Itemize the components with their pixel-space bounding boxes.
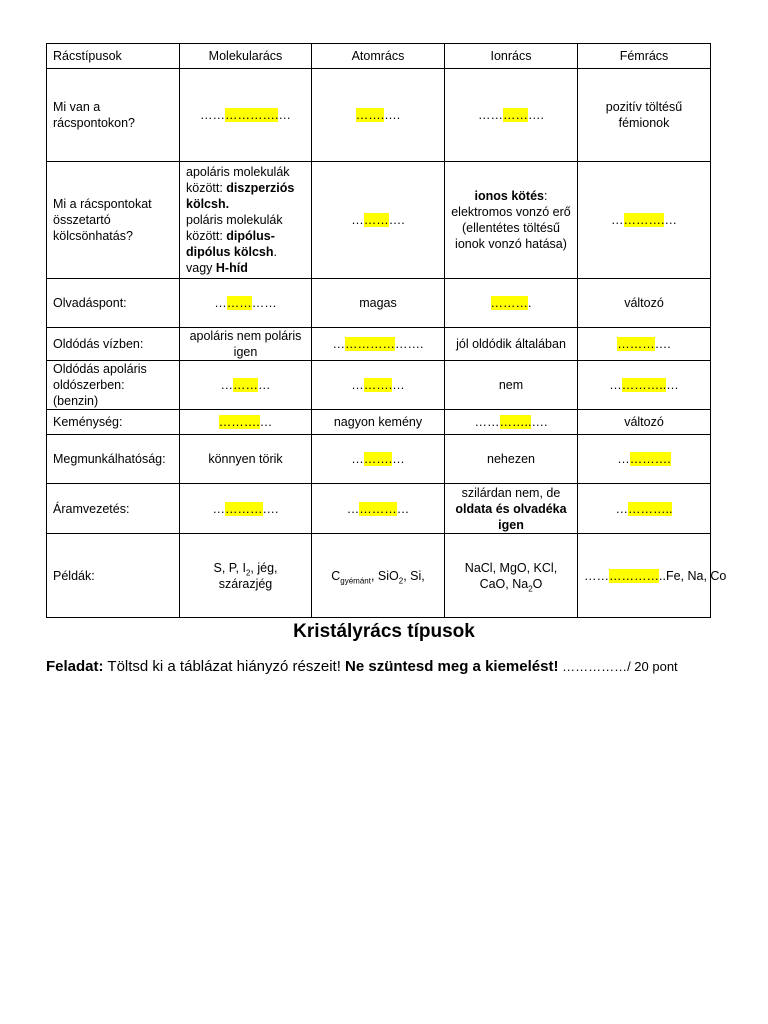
- row-label: Oldódás vízben:: [47, 328, 180, 361]
- dots-post: ..Fe, Na, Co: [659, 568, 727, 583]
- blank-cell: [312, 361, 445, 410]
- cell-text: változó: [578, 410, 711, 435]
- dots-post: …: [392, 378, 405, 392]
- cell-text: könnyen törik: [180, 435, 312, 484]
- highlight-blank: …….: [363, 452, 393, 466]
- cell-text: nagyon kemény: [312, 410, 445, 435]
- dots-post: .: [528, 296, 532, 310]
- highlight-blank: ……: [363, 213, 389, 227]
- header-ionic: Ionrács: [445, 44, 578, 69]
- row-label: Példák:: [47, 534, 180, 618]
- examples-ionic: [445, 534, 578, 618]
- table-row: [47, 69, 711, 162]
- cell-text: .: [273, 245, 277, 259]
- highlight-blank: ……: [226, 296, 252, 310]
- table-row: [47, 361, 711, 410]
- blank-cell: [578, 162, 711, 279]
- row-label: Oldódás apoláris oldószerben: (benzin): [47, 361, 180, 410]
- dots-pre: …: [220, 378, 233, 392]
- dots-pre: …: [615, 501, 629, 516]
- highlight-blank: ………: [359, 501, 397, 516]
- cell-text: poláris molekulák között:: [186, 213, 283, 243]
- dots-pre: ……: [474, 415, 500, 429]
- cell-text: szilárdan nem, de: [461, 485, 561, 500]
- table-row: [47, 328, 711, 361]
- cell-text: C: [331, 568, 341, 583]
- header-molecular: Molekularács: [180, 44, 312, 69]
- row-label: Mi van a rácspontokon?: [47, 69, 180, 162]
- conductivity-cell: [445, 484, 578, 534]
- subscript: 2: [398, 576, 404, 585]
- blank-cell: [578, 328, 711, 361]
- dots-pre: …: [617, 452, 630, 466]
- dots-post: …: [278, 108, 291, 122]
- dots-pre: …: [351, 452, 364, 466]
- dots-post: ….: [384, 108, 401, 122]
- blank-cell: [180, 484, 312, 534]
- cell-text: nem: [445, 361, 578, 410]
- dots-post: …: [392, 452, 405, 466]
- blank-cell: [312, 162, 445, 279]
- score-dots: ……………/: [558, 659, 631, 674]
- highlight-blank: ……..: [499, 415, 532, 429]
- dots-post: ….: [654, 337, 671, 351]
- row-label: Mi a rácspontokat összetartó kölcsönhatás?: [47, 162, 180, 279]
- highlight-blank: ………..: [621, 378, 667, 392]
- cell-text: apoláris nem poláris igen: [180, 328, 312, 361]
- highlight-blank: ………..: [628, 501, 673, 516]
- dots-post: ……: [251, 296, 277, 310]
- highlight-blank: ………: [225, 501, 263, 516]
- task-instruction: [46, 657, 746, 677]
- dots-pre: ……: [200, 108, 225, 122]
- dots-pre: …: [609, 378, 622, 392]
- table-row: [47, 162, 711, 279]
- highlight-blank: …………: [609, 568, 659, 583]
- interaction-cell: [180, 162, 312, 279]
- blank-cell: [312, 328, 445, 361]
- task-text: Töltsd ki a táblázat hiányzó részeit!: [103, 658, 346, 675]
- highlight-blank: ……: [233, 378, 258, 392]
- highlight-blank: …………: [345, 337, 395, 351]
- subscript: 2: [528, 584, 533, 593]
- table-row: [47, 410, 711, 435]
- task-label: Feladat:: [46, 658, 104, 675]
- subscript: 2: [245, 568, 251, 577]
- cell-text: CaO, Na: [479, 576, 529, 591]
- dots-pre: …: [611, 213, 624, 227]
- dots-pre: …: [332, 337, 345, 351]
- blank-cell: [578, 435, 711, 484]
- dots-pre: …: [351, 213, 364, 227]
- highlight-blank: ……….: [623, 213, 665, 227]
- crystal-lattice-table: [46, 43, 727, 618]
- dots-post: …: [664, 213, 677, 227]
- cell-text: elektromos vonzó erő (ellentétes töltésű ionok vonzó hatása): [451, 205, 571, 251]
- blank-cell: [445, 69, 578, 162]
- highlight-blank: ……….: [218, 415, 260, 429]
- dots-pre: …: [214, 296, 227, 310]
- row-label: Olvadáspont:: [47, 279, 180, 328]
- dots-post: …: [259, 415, 273, 429]
- header-atomic: Atomrács: [312, 44, 445, 69]
- page-title: Kristályrács típusok: [293, 621, 475, 642]
- task-warning: Ne szüntesd meg a kiemelést!: [345, 658, 559, 675]
- dots-post: …: [258, 378, 271, 392]
- dots-pre: …: [212, 501, 225, 516]
- cell-text: vagy: [186, 261, 216, 275]
- dots-pre: …: [346, 501, 360, 516]
- examples-molecular: [180, 534, 312, 618]
- cell-bold: diszperziós kölcsh.: [186, 181, 295, 211]
- table-header-row: [47, 44, 711, 69]
- cell-text: NaCl, MgO, KCl,: [464, 560, 558, 575]
- blank-cell: [445, 279, 578, 328]
- cell-bold: dipólus-dipólus kölcsh: [186, 229, 275, 259]
- cell-text: pozitív töltésű fémionok: [578, 69, 711, 162]
- blank-cell: [578, 361, 711, 410]
- dots-post: …: [396, 501, 410, 516]
- table-row: [47, 435, 711, 484]
- cell-text: O: [532, 576, 543, 591]
- highlight-blank: ……….: [629, 452, 671, 466]
- cell-text: :: [543, 189, 548, 203]
- row-label: Keménység:: [47, 410, 180, 435]
- cell-bold: H-híd: [215, 261, 248, 275]
- header-lattice-types: Rácstípusok: [47, 44, 180, 69]
- row-label: Megmunkálhatóság:: [47, 435, 180, 484]
- cell-bold: oldata és olvadéka igen: [455, 501, 567, 532]
- cell-text: magas: [312, 279, 445, 328]
- highlight-blank: ……: [503, 108, 528, 122]
- table-row: [47, 484, 711, 534]
- highlight-blank: ………: [490, 296, 528, 310]
- blank-cell: [578, 484, 711, 534]
- blank-cell: [180, 410, 312, 435]
- blank-cell: [312, 69, 445, 162]
- cell-text: , Si,: [403, 568, 425, 583]
- dots-post: …….: [395, 337, 424, 351]
- dots-post: ….: [388, 213, 405, 227]
- blank-cell: [180, 279, 312, 328]
- blank-cell: [312, 435, 445, 484]
- highlight-blank: ………: [617, 337, 655, 351]
- dots-post: ….: [262, 501, 279, 516]
- cell-text: jól oldódik általában: [445, 328, 578, 361]
- table-row: [47, 534, 711, 618]
- blank-cell: [312, 484, 445, 534]
- highlight-blank: ………….: [225, 108, 279, 122]
- examples-atomic: [312, 534, 445, 618]
- highlight-blank: …….: [363, 378, 393, 392]
- cell-text: változó: [578, 279, 711, 328]
- highlight-blank: …….: [355, 108, 385, 122]
- cell-text: apoláris molekulák között:: [186, 165, 290, 195]
- cell-text: , jég, szárazjég: [218, 560, 278, 591]
- subscript: gyémánt: [340, 576, 371, 585]
- blank-cell: [445, 410, 578, 435]
- blank-cell: [180, 361, 312, 410]
- ionic-bond-cell: [445, 162, 578, 279]
- cell-bold: ionos kötés: [474, 189, 544, 203]
- row-label: Áramvezetés:: [47, 484, 180, 534]
- dots-post: ….: [531, 415, 548, 429]
- dots-pre: ……: [478, 108, 503, 122]
- dots-pre: ……: [584, 568, 609, 583]
- dots-pre: …: [351, 378, 364, 392]
- score-points: 20 pont: [630, 659, 678, 674]
- header-metallic: Fémrács: [578, 44, 711, 69]
- blank-cell: [180, 69, 312, 162]
- examples-metallic: [578, 534, 727, 618]
- cell-text: , SiO: [370, 568, 399, 583]
- dots-post: ….: [528, 108, 544, 122]
- dots-post: …: [666, 378, 679, 392]
- cell-text: S, P, I: [213, 560, 246, 575]
- table-row: [47, 279, 711, 328]
- cell-text: nehezen: [445, 435, 578, 484]
